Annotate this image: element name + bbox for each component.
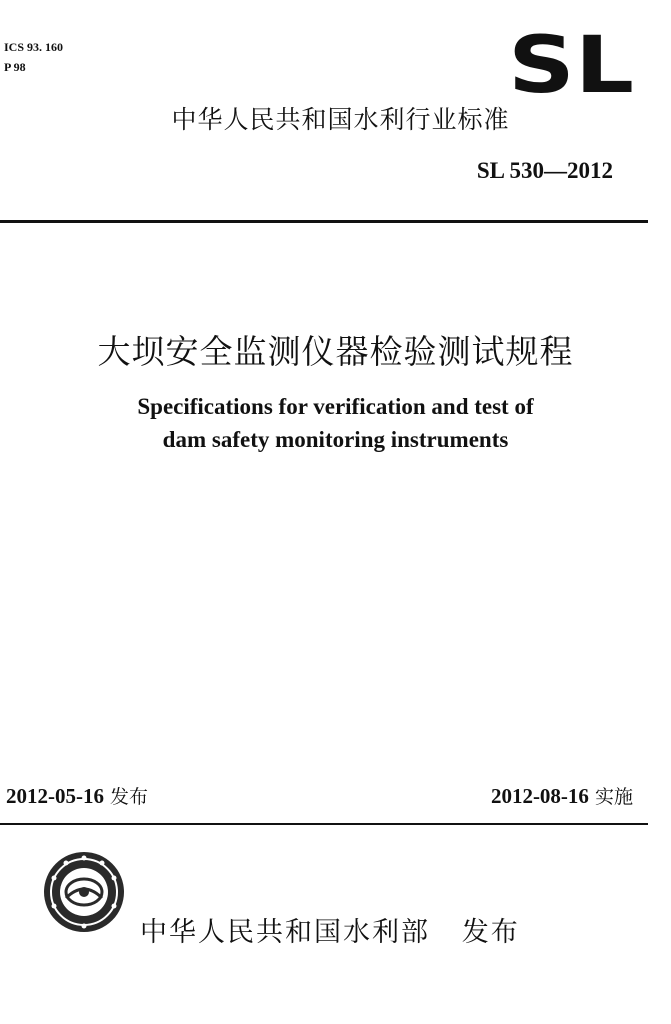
footer-divider <box>0 823 648 825</box>
publish-date: 2012-05-16 <box>6 784 104 808</box>
sl-logo-text: SL <box>508 28 634 98</box>
implement-label: 实施 <box>594 786 633 808</box>
classification-codes <box>4 37 63 77</box>
ministry-seal-icon <box>42 850 126 934</box>
ics-code: ICS 93. 160 <box>4 40 64 54</box>
publish-label: 发布 <box>110 786 149 808</box>
sl-logo <box>508 28 636 98</box>
title-english-line1: Specifications for verification and test of <box>137 394 534 419</box>
header-divider <box>0 220 648 223</box>
implement-date: 2012-08-16 <box>490 784 589 808</box>
industry-standard-heading: 中华人民共和国水利行业标准 <box>171 105 510 134</box>
implement-date-block <box>491 782 633 809</box>
standard-number: SL 530—2012 <box>476 158 613 183</box>
title-chinese: 大坝安全监测仪器检验测试规程 <box>97 332 574 371</box>
class-code: P 98 <box>4 60 26 74</box>
publish-date-block <box>6 782 148 809</box>
issuing-authority: 中华人民共和国水利部 发布 <box>140 917 520 948</box>
title-english-line2: dam safety monitoring instruments <box>162 427 509 452</box>
title-english <box>0 390 671 456</box>
